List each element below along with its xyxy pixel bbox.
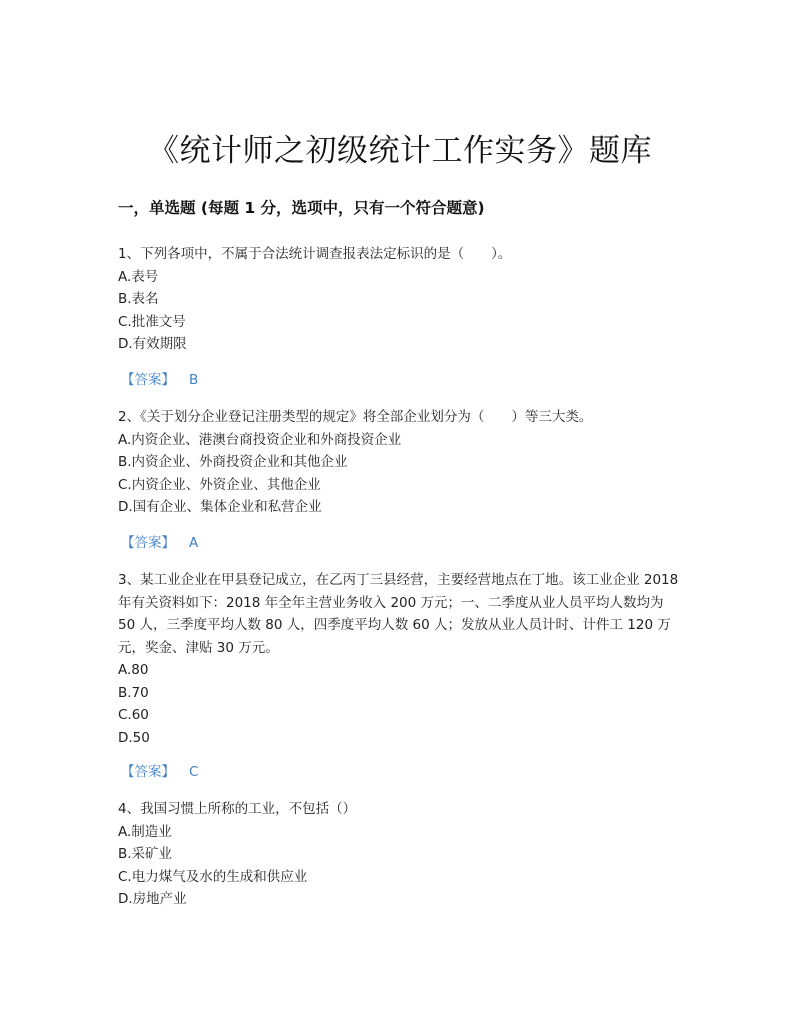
question-stem: 3、某工业企业在甲县登记成立，在乙丙丁三县经营，主要经营地点在丁地。该工业企业 2018 年有关资料如下：2018 年全年主营业务收入 200 万元；一、二季度从业人员平均人数均为 50 人，三季度平均人数 80 人，四季度平均人数 60 人；发放从业人员计时、计件工 120 万元，奖金、津贴 30 万元。 (118, 572, 679, 656)
option-c: C.内资企业、外资企业、其他企业 (118, 476, 321, 493)
answer-line-1 (121, 369, 687, 391)
section-heading: 一，单选题 (每题 1 分，选项中，只有一个符合题意) (118, 199, 485, 217)
option-list (118, 659, 684, 749)
option-a: A.制造业 (118, 823, 172, 840)
option-d: D.房地产业 (118, 891, 187, 907)
answer-line-3 (121, 761, 687, 783)
option-d: D.有效期限 (118, 336, 187, 352)
answer-value: B (189, 372, 199, 388)
answer-label: 【答案】 (121, 372, 175, 388)
option-c: C.批准文号 (118, 313, 186, 330)
answer-label: 【答案】 (121, 535, 175, 551)
answer-value: A (189, 535, 199, 551)
option-b: B.表名 (118, 291, 159, 307)
option-a: A.内资企业、港澳台商投资企业和外商投资企业 (118, 431, 402, 448)
question-stem: 1、下列各项中，不属于合法统计调查报表法定标识的是（ ）。 (118, 246, 512, 262)
question-1 (118, 243, 684, 356)
option-d: D.国有企业、集体企业和私营企业 (118, 499, 322, 515)
answer-value: C (189, 764, 199, 780)
option-c: C.60 (118, 707, 149, 723)
answer-label: 【答案】 (121, 764, 175, 780)
question-2 (118, 406, 684, 519)
question-4 (118, 798, 684, 911)
option-c: C.电力煤气及水的生成和供应业 (118, 868, 308, 885)
question-stem: 4、我国习惯上所称的工业，不包括（） (118, 801, 357, 817)
option-b: B.70 (118, 684, 149, 701)
option-b: B.采矿业 (118, 846, 173, 862)
option-list (118, 266, 684, 356)
question-3 (118, 569, 684, 749)
question-stem: 2、《关于划分企业登记注册类型的规定》将全部企业划分为（ ）等三大类。 (118, 409, 593, 425)
option-a: A.80 (118, 662, 149, 678)
document-title: 《统计师之初级统计工作实务》题库 (148, 132, 652, 169)
option-list (118, 821, 684, 911)
option-b: B.内资企业、外商投资企业和其他企业 (118, 454, 348, 470)
option-list (118, 429, 684, 519)
option-d: D.50 (118, 729, 150, 746)
answer-line-2 (121, 532, 687, 554)
option-a: A.表号 (118, 268, 159, 285)
